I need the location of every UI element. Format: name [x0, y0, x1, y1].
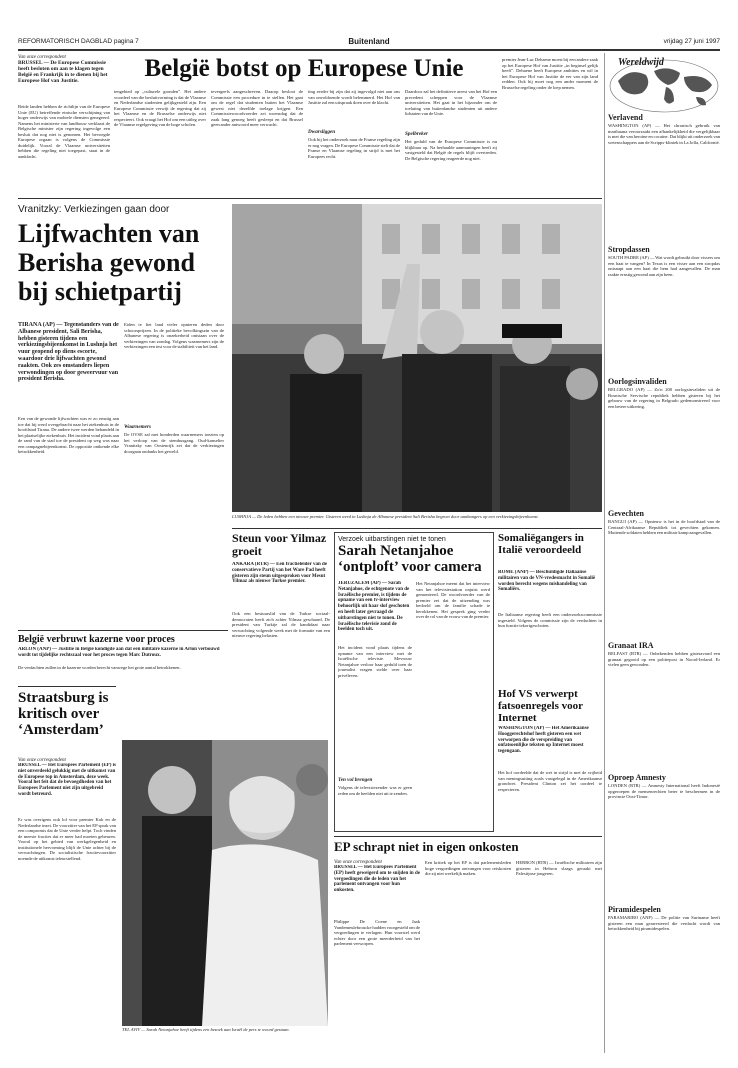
header-section: Buitenland	[348, 37, 390, 46]
berisha-photo	[232, 204, 602, 512]
belgie-headline: België botst op Europese Unie	[144, 55, 464, 82]
netanjahoe-photo	[122, 740, 328, 1026]
straatsburg-article	[18, 690, 116, 1050]
netanjahoe-subhead: Ten vol brengen	[338, 777, 373, 783]
belgie-subhead2: Spelbreker	[405, 131, 429, 137]
sidebar-rule	[604, 53, 605, 1053]
somalie-article	[498, 532, 602, 682]
ep-headline: EP schrapt niet in eigen onkosten	[334, 839, 519, 854]
straatsburg-body: Er was overigens ook lof voor premier Kok en de Nederlandse inzet. De voorzitter van het EP sprak van een compromis dat de Unie verder helpt. Toch vinden de meeste fracties dat er meer had moeten gebeuren. Vooral op het gebied van werkgelegenheid en institutionele hervorming blijft de Unie achter bij de verwachtingen. De socialistische fractievoorzitter noemde de uitkomst teleurstellend.	[18, 817, 116, 861]
netanjahoe-headline: Sarah Netanjahoe ‘ontploft’ voor camera	[338, 543, 482, 575]
wereldwijd-item-text: BELGRADO (AP) — Zo'n 200 oorlogsinvaliden uit de Bosnische Servische republiek hebben gisteren bij het gebouw van de regering in Belgrado gedemonstreerd voor een betere uitkering.	[608, 387, 720, 409]
ep-note: HEBRON (RTR) — Israëlische militairen zijn gisteren in Hebron slaags geraakt met Palestijnse jongeren.	[516, 860, 602, 876]
somalie-lead: ROME (ANP) — Beschuldigde Italiaanse militairen van de VN-vredesmacht in Somalië worden berecht wegens mishandeling van Somaliërs.	[498, 570, 596, 593]
kazerne-lead: ARLON (ANP) — Justitie in België kondigde aan dat een militaire kazerne in Arlon verbouwd wordt tot tijdelijke rechtszaal voor het proces tegen Marc Dutroux.	[18, 647, 220, 658]
berisha-col2: Eiden te fiet land vieler opnieren deden door schoorsprijzen. In de politieke bevolkingszin van de Albanese regering is onzekerheid ontstaan over de verkiezingen van zondag. Volgens waarnemers zijn de verkiezingen een test voor de stabiliteit van het land.	[124, 322, 224, 349]
ep-lead: BRUSSEL — Het Europees Parlement (EP) heeft geweigerd om te snijden in de vergoedingen die de leden van het parlement ontvangen voor hun onkosten.	[334, 865, 420, 894]
wereldwijd-item-text: LONDEN (RTR) — Amnesty International heeft Indonesië opgeroepen de mensenrechten beter te beschermen in de provincie Oost-Timor.	[608, 783, 720, 799]
rule-3	[18, 630, 228, 631]
wereldwijd-item-text: WASHINGTON (AP) — Het chronisch gebruik van marihuana veroorzaakt een afhankelijkheid die vergelijkbaar is met die van heroïne en cocaïne. Dat blijkt uit onderzoek van wetenschappers aan de Scripps-kliniek in La Jolla, Californië.	[608, 123, 720, 145]
yilmaz-headline: Steun voor Yilmaz groeit	[232, 531, 327, 558]
belgie-col5: Daardoor zal het definitieve arrest van het Hof een precedent scheppen voor de Vlaamse universiteiten. Het gaat in het bijzonder om de toelating van buitenlandse studenten uit andere lidstaten van de Unie.	[405, 89, 497, 116]
wereldwijd-list	[608, 113, 720, 1033]
header-date: vrijdag 27 juni 1997	[663, 38, 720, 45]
wereldwijd-item-text: SOUTH PADRE (AP) — Wat wordt gebruikt door vissers om een haai te vangen? In Texas is een visser aan een stropdas ontsnapt aan een haai die hem had aangevallen. De man raakte ernstig gewond aan zijn been.	[608, 255, 720, 277]
kazerne-headline: België verbruwt kazerne voor proces	[18, 634, 175, 645]
wereldwijd-item-text: PARAMARIBO (ANP) — De politie van Suriname heeft gisteren een man gearresteerd die verdacht wordt van betrokkenheid bij piramidespelen.	[608, 915, 720, 931]
netanjahoe-col1: Het incident vond plaats tijdens de opname van een interview met de Israëlische televisie. Mevrouw Netanjahoe verloor haar geduld toen de journalist vragen stelde over haar privéleven.	[338, 645, 412, 678]
wereldwijd-item	[608, 773, 720, 901]
rule-2	[232, 528, 602, 529]
wereldwijd-item	[608, 113, 720, 241]
wereldwijd-item-heading: Gevechten	[608, 509, 644, 518]
straatsburg-dateline: Van onze correspondent	[18, 758, 66, 763]
header-rule	[18, 49, 720, 51]
somalie-headline: Somaliëgangers in Italië veroordeeld	[498, 532, 584, 556]
berisha-photo-caption: LUSHNJA — De leden hebben een nieuwe premier. Gisteren werd in Lushnja de Albanese president Sali Berisha begroet door aanhangers op een verkiezingsbijeenkomst.	[232, 514, 539, 519]
wereldwijd-sidebar	[608, 55, 720, 1055]
netanjahoe-photo-image	[122, 740, 328, 1026]
berisha-photo-image	[232, 204, 602, 512]
wereldwijd-item-text: BANGUI (AP) — Opnieuw is het in de hoofdstad van de Centraal-Afrikaanse Republiek tot gevechten gekomen. Muitende soldaten hebben een militair kamp aangevallen.	[608, 519, 720, 535]
ep-article	[334, 836, 602, 1052]
yilmaz-body: Ook een bestuurslid van de Turkse sociaal-democraten heeft zich achter Yilmaz geschaard. De president van Turkije zal de kandidaat naar verwachting volgende week met de formatie van een nieuwe regering belasten.	[232, 611, 330, 638]
berisha-col2b: De OVSE zal met honderden waarnemers toezien op het verloop van de stembusgang. Oud-kanselier Vranitzky van Oostenrijk zei dat de verkiezingen doorgaan ondanks het geweld.	[124, 432, 224, 454]
wereldwijd-item-heading: Granaat IRA	[608, 641, 654, 650]
wereldwijd-item-heading: Oorlogsinvaliden	[608, 377, 667, 386]
hof-body: Het hof oordeelde dat de wet in strijd is met de vrijheid van meningsuiting zoals vastgelegd in de Amerikaanse grondwet. President Clinton zei het oordeel te respecteren.	[498, 770, 602, 792]
rule-1	[18, 198, 602, 199]
berisha-subhead: Waarnemers	[124, 424, 151, 430]
belgie-col4: ting eerder bij zijn dat zij ingevolgd niet aan ons van onvoldoende wordt belemmerd. Het Hof van Justitie zal een uitspraak doen over de klacht.	[308, 89, 400, 105]
netanjahoe-col2: Het Netanjahoe meent dat het interview van het televisiestation onjuist werd gemonteerd. De woordvoerder van de premier zei dat de uitzending was bedoeld om de familie schade te berokkenen. Het gesprek ging verder over de rol van de vrouw van de premier.	[416, 581, 490, 619]
belgie-col1: Beide landen hebben de richtlijn van de Europese Unie (EU) betreffende etnische verschijning van hoger onderwijs van mobiele diensten genegeerd. Namens het ministerie van landbouw verklaart de Belgische minister zijn regering ingevolge een besluit dat nog niet is genomen. Het bevoegde Europese orgaan is volgens de Commissie duidelijk. Vooral de Vlaamse universiteiten hebben die regeling niet toegepast, staat in de aanklacht.	[18, 104, 110, 159]
netanjahoe-col1b: Volgens de televisiezender was er geen reden om de beelden niet uit te zenden.	[338, 785, 412, 796]
wereldwijd-item-text: BELFAST (RTR) — Onbekenden hebben gisteravond een granaat gegooid op een politiepost in Noord-Ierland. Er vielen geen gewonden.	[608, 651, 720, 667]
kazerne-article	[18, 634, 228, 682]
wereldwijd-item	[608, 509, 720, 637]
wereldwijd-title: Wereldwijd	[618, 57, 664, 68]
hof-article	[498, 688, 602, 828]
wereldwijd-item	[608, 245, 720, 373]
belgie-article	[18, 53, 598, 197]
belgie-dateline: Van onze correspondent	[18, 55, 66, 60]
netanjahoe-photo-caption: TEL AVIV — Sarah Netanjahoe heeft tijdens een bezoek aan Israël de pers te woord gestaan.	[122, 1027, 290, 1032]
wereldwijd-item-heading: Verlavend	[608, 113, 643, 122]
netanjahoe-lead: JERUZALEM (AP) — Sarah Netanjahoe, de echtgenote van de Israëlische premier, is tijdens de opname van een tv-interview behoorlijk uit haar slof geschoten en heeft later gevraagd de uitbarstingen niet te tonen. De Israëlische televisie zond de beelden toch uit.	[338, 581, 410, 633]
header-left: REFORMATORISCH DAGBLAD pagina 7	[18, 38, 139, 45]
wereldwijd-item-heading: Stropdassen	[608, 245, 650, 254]
ep-col2: Een kritiek op het EP is dat parlementsleden hoge vergoedingen ontvangen voor reiskosten die zij niet werkelijk maken.	[425, 860, 511, 876]
ep-col1: Philippe De Coene en Jaak Vandemeulebroucke hadden voorgesteld om de vergoedingen te verlagen. Hun voorstel werd echter door een grote meerderheid van het parlement verworpen.	[334, 919, 420, 946]
yilmaz-lead: ANKARA (RTR) — Een fractieleider van de conservatieve Partij van het Ware Pad heeft gisteren zijn steun uitgesproken voor Mesut Yilmaz als nieuwe Turkse premier.	[232, 562, 327, 585]
belgie-col6: premier Jean-Luc Dehaene moest bij een andere zaak op het Europese Hof van Justitie „in beginsel gelijk heeft”. Dehaene heeft Europese ambities en wil in het Europese Hof van Justitie de eer van zijn land redden. Ook hij moet nog een ander moment de Brusselse regeling onder de loep nemen.	[502, 57, 598, 90]
berisha-headline: Lijfwachten van Berisha gewond bij schietpartij	[18, 219, 200, 306]
hof-headline: Hof VS verwerpt fatsoenregels voor Internet	[498, 688, 583, 724]
belgie-col4b: Ook bij het onderzoek naar de Franse regeling zijn er nog vragen. De Europese Commissie stelt dat de Franse en Vlaamse regeling in strijd is met het Europees recht.	[308, 137, 400, 159]
rule-5	[334, 836, 602, 837]
wereldwijd-item-heading: Piramidespelen	[608, 905, 661, 914]
berisha-lead: TIRANA (AP) — Tegenstanders van de Albanese president, Sali Berisha, hebben gisteren tijdens een verkiezingsbijeenkomst in Lushnja het vuur geopend op diens escorte, waardoor drie lijfwachten gewond raakten. Ook zes omstanders liepen verwondingen op door geweervuur van president Berisha.	[18, 322, 119, 383]
netanjahoe-article	[334, 532, 494, 832]
belgie-subhead: Dwarsliggen	[308, 129, 336, 135]
kazerne-body: De verdachten zullen in de kazerne worden berecht vanwege het grote aantal betrokkenen.	[18, 665, 181, 670]
hof-lead: WASHINGTON (AP) — Het Amerikaanse Hooggerechtshof heeft gisteren een wet verworpen die de verspreiding van onfatsoenlijke teksten op Internet moest tegengaan.	[498, 726, 589, 755]
berisha-article	[18, 204, 228, 624]
berisha-kicker: Vranitzky: Verkiezingen gaan door	[18, 204, 170, 215]
wereldwijd-item-heading: Oproep Amnesty	[608, 773, 666, 782]
straatsburg-lead: BRUSSEL — Het Europees Parlement (EP) is niet onverdeeld gelukkig met de uitkomst van de Europese top in Amsterdam, deze week. Vooral het feit dat de bevoegdheden van het Europees Parlement niet zijn uitgebreid wordt betreurd.	[18, 763, 116, 797]
wereldwijd-item	[608, 641, 720, 769]
somalie-body: De Italiaanse regering heeft een onderzoekscommissie ingesteld. Volgens de commissie zijn de verdachten in hun functie tekortgeschoten.	[498, 612, 602, 628]
belgie-col2: tengebied op „culturele gronden”. Het andere voordeel van die besluitvorming is dat de Vlaamse en Nederlandse studenten gelijkgesteld zijn. Een Europese Commissie verwijt de regering dat zij het Vlaamse en de Brusselse onderwijs niet respecteert. Ook vraagt het Hof om een uitleg over de Vlaamse regelgeving van de hoge scholen.	[114, 89, 206, 127]
straatsburg-headline: Straatsburg is kritisch over ‘Amsterdam’	[18, 690, 109, 738]
ep-dateline: Van onze correspondent	[334, 860, 382, 865]
wereldwijd-item	[608, 377, 720, 505]
belgie-lead: BRUSSEL — De Europese Commissie heeft besloten om aan te klagen tegen België en Frankrijk in te dienen bij het Europese Hof van Justitie.	[18, 60, 108, 84]
berisha-col1: Een van de gewonde lijfwachten was er zo ernstig aan toe dat hij werd overgebracht naar het ziekenhuis in de hoofdstad Tirana. De andere twee werden behandeld in het plaatselijke ziekenhuis. Het incident vond plaats aan de rand van de stad toe de president op weg was naar een campagnebijeenkomst. De oppositie ontkende elke betrokkenheid.	[18, 416, 119, 454]
belgie-col3: tevergeefs aangeschreven. Daarop besloot de Commissie een procedure in te stellen. Het gaat om de regel dat studenten buiten het Vlaamse gewest niet dezelfde toelage krijgen. Een Commissiewoordvoerder zei woensdag dat de zaak lang genoeg heeft gesleept en dat Brussel geen ander antwoord meer verwacht.	[211, 89, 303, 127]
wereldwijd-item	[608, 905, 720, 1033]
netanjahoe-kicker: Verzoek uitbarstingen niet te tonen	[338, 536, 446, 543]
rule-4	[18, 686, 116, 687]
wereldwijd-logo	[608, 55, 720, 113]
belgie-col5b: Het geduld van de Europese Commissie is nu blijkbaar op. Na herhaalde aanmaningen heeft zij vastgesteld dat België de regels blijft overtreden. De Belgische regering reageerde nog niet.	[405, 139, 497, 161]
yilmaz-article	[232, 532, 330, 732]
